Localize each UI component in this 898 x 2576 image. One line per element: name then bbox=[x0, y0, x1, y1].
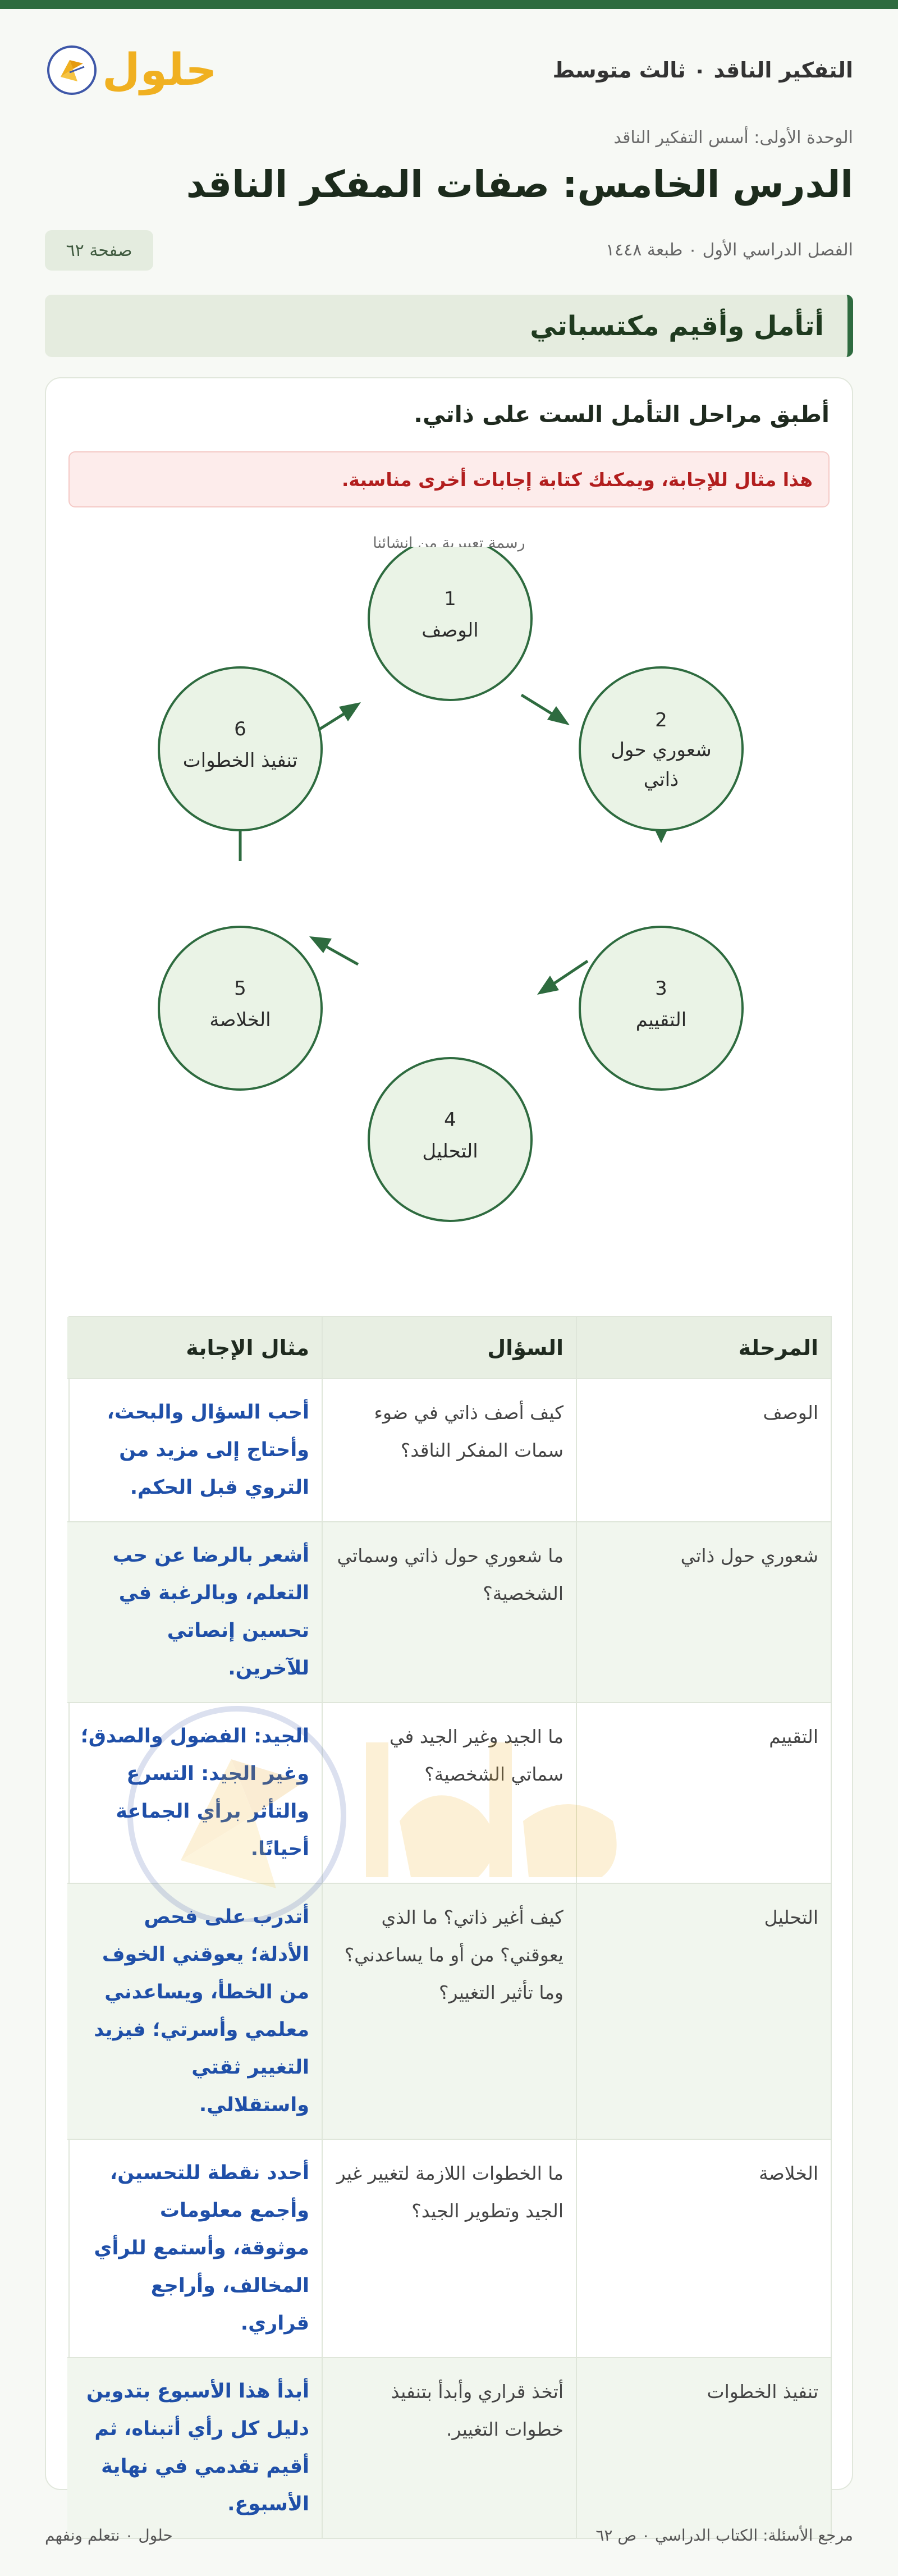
site-logo[interactable] bbox=[45, 43, 217, 97]
book-logo-icon bbox=[45, 43, 99, 97]
diagram-caption: رسمة تعبيرية من إنشائنا bbox=[373, 534, 525, 552]
table-row bbox=[67, 1522, 831, 1703]
arrowhead-6-to-1 bbox=[339, 702, 361, 721]
stage-number: 6 bbox=[234, 718, 246, 740]
lesson-meta: الفصل الدراسي الأول ٠ طبعة ١٤٤٨ bbox=[605, 240, 853, 260]
stage-cell: شعوري حول ذاتي bbox=[576, 1522, 831, 1703]
stage-label: الوصف bbox=[421, 619, 479, 642]
table-header-row bbox=[67, 1317, 831, 1379]
question-cell: أتخذ قراري وأبدأ بتنفيذ خطوات التغيير. bbox=[322, 2358, 576, 2538]
question-cell: ما شعوري حول ذاتي وسماتي الشخصية؟ bbox=[322, 1522, 576, 1703]
stage-node-6 bbox=[159, 667, 322, 830]
table-row bbox=[67, 1379, 831, 1522]
section-title: أتأمل وأقيم مكتسباتي bbox=[530, 310, 824, 342]
table-row bbox=[67, 2358, 831, 2538]
stage-label: التحليل bbox=[422, 1140, 478, 1163]
answer-cell: أحب السؤال والبحث، وأحتاج إلى مزيد من التروي قبل الحكم. bbox=[67, 1379, 322, 1522]
stage-cell: الوصف bbox=[576, 1379, 831, 1522]
stage-node-5 bbox=[159, 927, 322, 1090]
header-title: التفكير الناقد ٠ ثالث متوسط bbox=[552, 58, 853, 83]
arrowhead-1-to-2 bbox=[547, 706, 570, 725]
activity-instruction: أطبق مراحل التأمل الست على ذاتي. bbox=[414, 401, 830, 428]
stage-label: تنفيذ الخطوات bbox=[182, 749, 298, 772]
stage-number: 5 bbox=[234, 977, 246, 1000]
page-number-badge: صفحة ٦٢ bbox=[45, 230, 153, 271]
stage-node-1 bbox=[369, 547, 532, 700]
answer-cell: أشعر بالرضا عن حب التعلم، وبالرغبة في تحسين إنصاتي للآخرين. bbox=[67, 1522, 322, 1703]
stage-label: التقييم bbox=[635, 1009, 687, 1031]
stage-cell: تنفيذ الخطوات bbox=[576, 2358, 831, 2538]
arrowhead-4-to-5 bbox=[309, 936, 332, 953]
table-row bbox=[67, 1883, 831, 2139]
stage-number: 3 bbox=[655, 977, 667, 1000]
column-header-stage: المرحلة bbox=[576, 1317, 831, 1379]
unit-label: الوحدة الأولى: أسس التفكير الناقد bbox=[613, 128, 853, 148]
example-answer-note bbox=[68, 451, 830, 507]
stage-cell: التقييم bbox=[576, 1703, 831, 1883]
section-banner bbox=[45, 295, 853, 357]
arrowhead-3-to-4 bbox=[537, 976, 559, 995]
question-cell: كيف أصف ذاتي في ضوء سمات المفكر الناقد؟ bbox=[322, 1379, 576, 1522]
question-cell: كيف أغير ذاتي؟ ما الذي يعوقني؟ من أو ما يساعدني؟ وما تأثير التغيير؟ bbox=[322, 1883, 576, 2139]
stage-node-2 bbox=[580, 667, 743, 830]
stage-number: 1 bbox=[444, 588, 456, 610]
stage-label-line1: شعوري حول bbox=[611, 739, 712, 761]
question-cell: ما الخطوات اللازمة لتغيير غير الجيد وتطوير الجيد؟ bbox=[322, 2139, 576, 2358]
reflection-cycle-diagram bbox=[46, 547, 854, 1288]
stage-label: الخلاصة bbox=[209, 1009, 271, 1031]
stage-node-3 bbox=[580, 927, 743, 1090]
answer-cell: أحدد نقطة للتحسين، وأجمع معلومات موثوقة، وأستمع للرأي المخالف، وأراجع قراري. bbox=[67, 2139, 322, 2358]
answer-cell: الجيد: الفضول والصدق؛ وغير الجيد: التسرع والتأثر برأي الجماعة أحيانًا. bbox=[67, 1703, 322, 1883]
reflection-table bbox=[68, 1316, 832, 2539]
table-row bbox=[67, 1703, 831, 1883]
column-header-question: السؤال bbox=[322, 1317, 576, 1379]
stage-cell: الخلاصة bbox=[576, 2139, 831, 2358]
note-text: هذا مثال للإجابة، ويمكنك كتابة إجابات أخرى مناسبة. bbox=[341, 468, 813, 491]
stage-node-4 bbox=[369, 1058, 532, 1221]
table-row bbox=[67, 2139, 831, 2358]
footer-reference: مرجع الأسئلة: الكتاب الدراسي ٠ ص ٦٢ bbox=[595, 2526, 853, 2545]
stage-cell: التحليل bbox=[576, 1883, 831, 2139]
stage-number: 2 bbox=[655, 709, 667, 731]
lesson-title: الدرس الخامس: صفات المفكر الناقد bbox=[186, 163, 853, 206]
stage-label-line2: ذاتي bbox=[643, 768, 679, 791]
answer-cell: أتدرب على فحص الأدلة؛ يعوقني الخوف من الخطأ، ويساعدني معلمي وأسرتي؛ فيزيد التغيير ثقتي واستقلالي. bbox=[67, 1883, 322, 2139]
top-accent-bar bbox=[0, 0, 898, 9]
question-cell: ما الجيد وغير الجيد في سماتي الشخصية؟ bbox=[322, 1703, 576, 1883]
stage-number: 4 bbox=[444, 1109, 456, 1131]
footer-brand: حلول ٠ نتعلم ونفهم bbox=[45, 2526, 173, 2545]
column-header-answer: مثال الإجابة bbox=[67, 1317, 322, 1379]
answer-cell: أبدأ هذا الأسبوع بتدوين دليل كل رأي أتبناه، ثم أقيم تقدمي في نهاية الأسبوع. bbox=[67, 2358, 322, 2538]
logo-wordmark: حلول bbox=[102, 45, 217, 95]
page-header bbox=[0, 9, 898, 131]
activity-card bbox=[45, 377, 853, 2515]
